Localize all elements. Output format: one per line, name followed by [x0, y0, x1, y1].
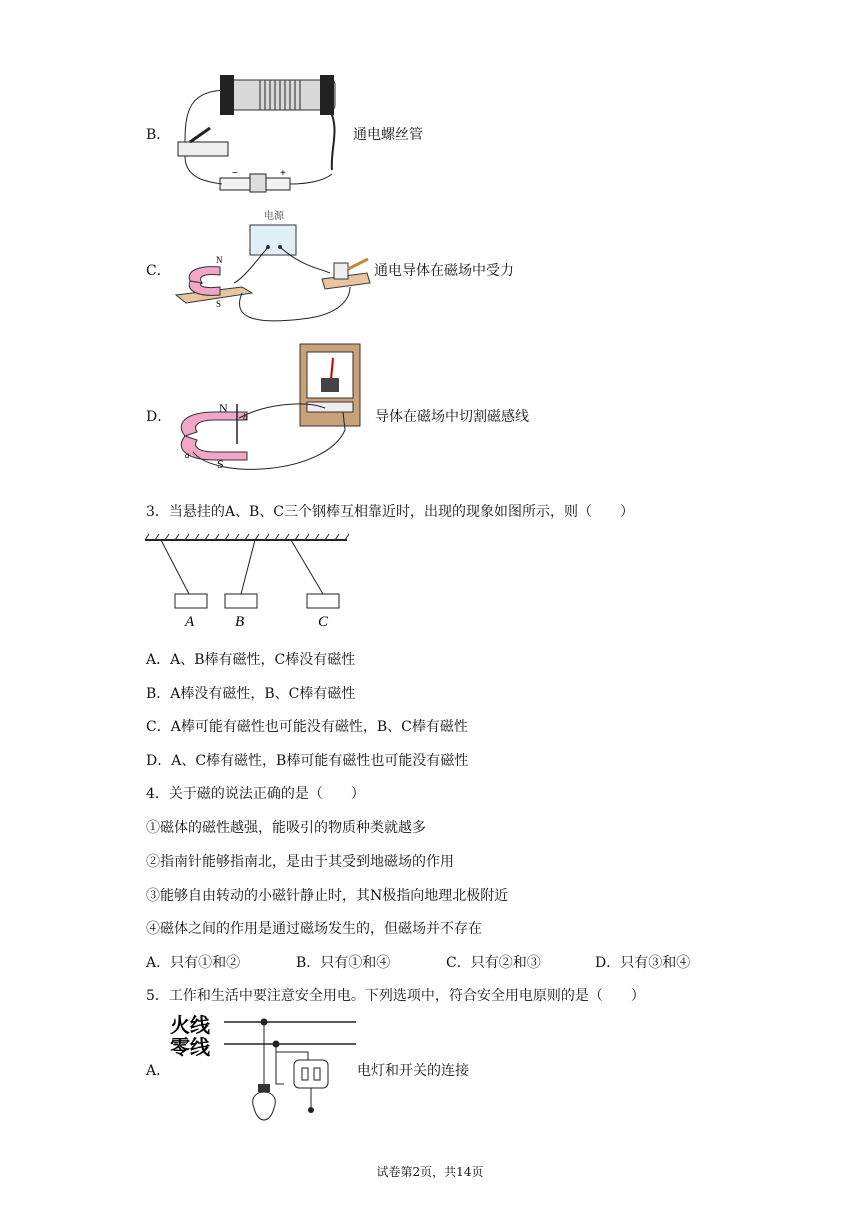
svg-text:b: b [243, 412, 248, 422]
rod-a-label: A [185, 614, 195, 630]
rod-c-label: C [318, 614, 329, 630]
q4-choice-a[interactable]: A．只有①和② [146, 955, 241, 971]
option-c-caption: 通电导体在磁场中受力 [374, 263, 514, 279]
q5-option-a-caption: 电灯和开关的连接 [357, 1063, 469, 1079]
q5-stem: 5．工作和生活中要注意安全用电。下列选项中，符合安全用电原则的是（ ） [146, 988, 645, 1004]
option-b-letter: B． [146, 127, 171, 143]
option-c-letter: C． [146, 263, 171, 279]
q4-choice-b[interactable]: B．只有①和④ [296, 955, 391, 971]
svg-text:S: S [216, 299, 222, 309]
force-on-conductor-figure [172, 207, 372, 327]
q4-statement-4: ④磁体之间的作用是通过磁场发生的，但磁场并不存在 [146, 921, 482, 937]
svg-text:S: S [217, 457, 224, 471]
option-d-caption: 导体在磁场中切割磁感线 [375, 409, 529, 425]
q3-stem: 3．当悬挂的A、B、C三个钢棒互相靠近时，出现的现象如图所示，则（ ） [146, 504, 635, 520]
svg-text:+: + [280, 168, 286, 179]
svg-text:N: N [216, 255, 223, 265]
q3-option-c[interactable]: C．A棒可能有磁性也可能没有磁性，B、C棒有磁性 [146, 719, 468, 735]
power-label: 电源 [264, 211, 284, 222]
q3-option-b[interactable]: B．A棒没有磁性，B、C棒有磁性 [146, 686, 356, 702]
q3-option-d[interactable]: D．A、C棒有磁性，B棒可能有磁性也可能没有磁性 [146, 753, 469, 769]
hanging-rods-figure [145, 534, 350, 629]
lamp-switch-wiring-figure [168, 1012, 358, 1124]
live-wire-label: 火线 [170, 1013, 210, 1037]
q4-statement-3: ③能够自由转动的小磁针静止时，其N极指向地理北极附近 [146, 888, 509, 904]
solenoid-circuit-figure [170, 70, 360, 195]
q4-choice-d[interactable]: D．只有③和④ [595, 955, 691, 971]
option-b-caption: 通电螺丝管 [353, 127, 423, 143]
q4-statement-2: ②指南针能够指南北，是由于其受到地磁场的作用 [146, 854, 454, 870]
svg-text:N: N [219, 401, 228, 415]
svg-text:a: a [185, 450, 190, 460]
page-footer: 试卷第2页，共14页 [376, 1165, 484, 1179]
induction-figure [175, 340, 365, 475]
q3-option-a[interactable]: A．A、B棒有磁性，C棒没有磁性 [146, 652, 356, 668]
option-d-letter: D． [146, 409, 172, 425]
svg-text:−: − [232, 168, 238, 179]
q4-choice-c[interactable]: C．只有②和③ [446, 955, 541, 971]
rod-b-label: B [235, 614, 245, 630]
q5-option-a-letter[interactable]: A． [146, 1063, 171, 1079]
q4-stem: 4．关于磁的说法正确的是（ ） [146, 786, 365, 802]
q4-statement-1: ①磁体的磁性越强，能吸引的物质种类就越多 [146, 820, 426, 836]
neutral-wire-label: 零线 [170, 1035, 210, 1059]
